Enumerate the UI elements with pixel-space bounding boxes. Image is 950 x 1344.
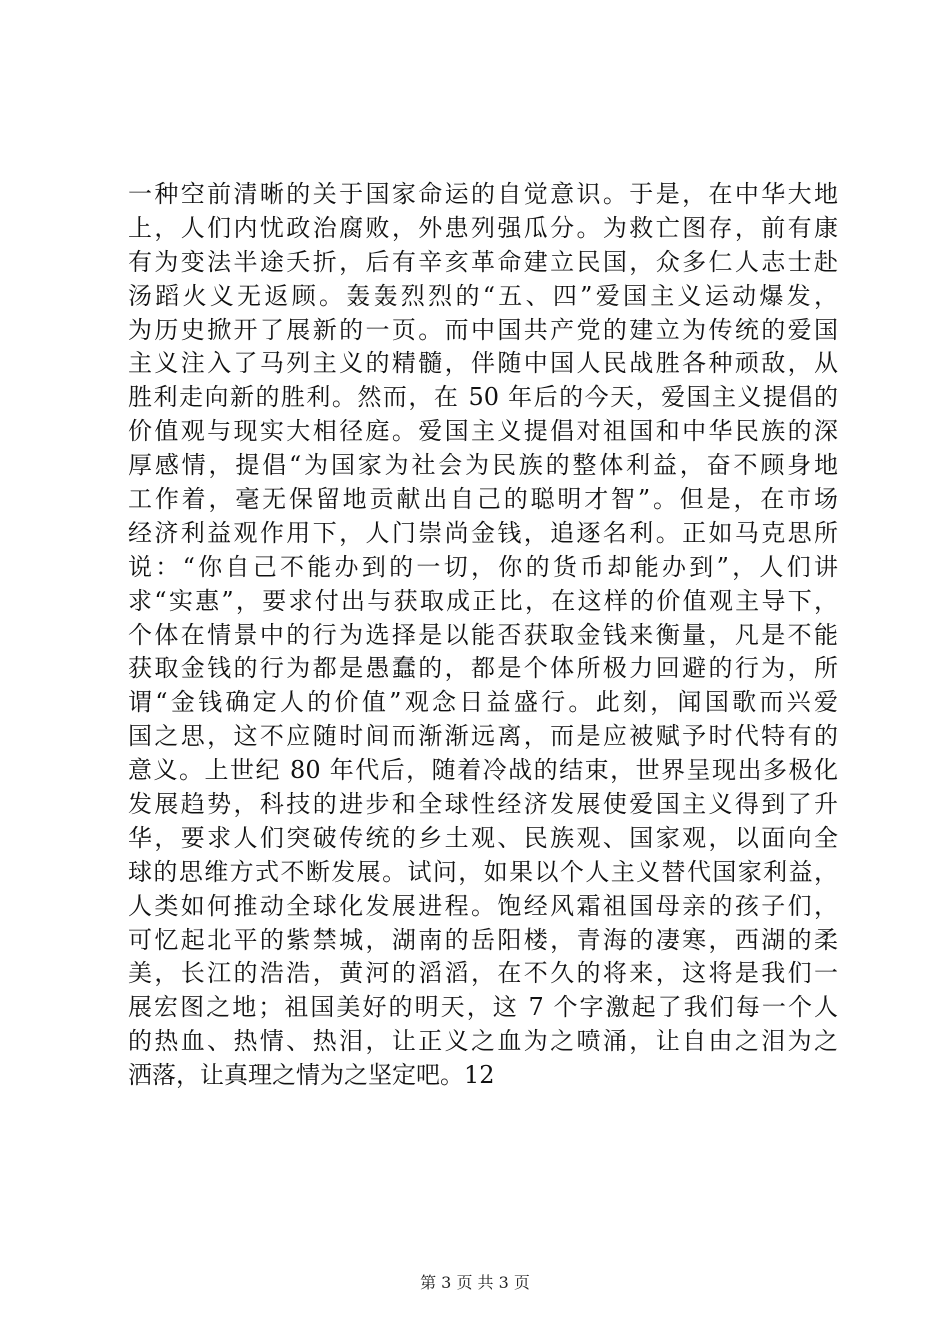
page-number-footer: 第 3 页 共 3 页 <box>420 1273 530 1292</box>
text-line: 价值观与现实大相径庭。爱国主义提倡对祖国和中华民族的深 <box>128 417 838 446</box>
text-line: 华，要求人们突破传统的乡土观、民族观、国家观，以面向全 <box>128 823 838 852</box>
text-line: 可忆起北平的紫禁城，湖南的岳阳楼，青海的凄寒，西湖的柔 <box>128 925 838 954</box>
text-line: 经济利益观作用下，人门崇尚金钱，追逐名利。正如马克思所 <box>128 518 838 547</box>
text-line: 获取金钱的行为都是愚蠢的，都是个体所极力回避的行为，所 <box>128 654 838 683</box>
text-line: 谓“金钱确定人的价值”观念日益盛行。此刻，闻国歌而兴爱 <box>128 688 838 717</box>
text-line: 国之思，这不应随时间而渐渐远离，而是应被赋予时代特有的 <box>128 722 838 751</box>
text-line: 有为变法半途夭折，后有辛亥革命建立民国，众多仁人志士赴 <box>128 247 838 276</box>
text-line: 意义。上世纪 80 年代后，随着冷战的结束，世界呈现出多极化 <box>128 756 838 785</box>
text-line: 求“实惠”，要求付出与获取成正比，在这样的价值观主导下， <box>128 586 838 615</box>
text-line: 美，长江的浩浩，黄河的滔滔，在不久的将来，这将是我们一 <box>128 959 838 988</box>
text-line: 的热血、热情、热泪，让正义之血为之喷涌，让自由之泪为之 <box>128 1027 838 1056</box>
text-line: 上，人们内忧政治腐败，外患列强瓜分。为救亡图存，前有康 <box>128 213 838 242</box>
text-line: 汤蹈火义无返顾。轰轰烈烈的“五、四”爱国主义运动爆发， <box>128 281 838 310</box>
text-line: 为历史掀开了展新的一页。而中国共产党的建立为传统的爱国 <box>128 315 838 344</box>
text-line: 主义注入了马列主义的精髓，伴随中国人民战胜各种顽敌，从 <box>128 349 838 378</box>
text-line: 厚感情，提倡“为国家为社会为民族的整体利益，奋不顾身地 <box>128 451 838 480</box>
text-line: 工作着，毫无保留地贡献出自己的聪明才智”。但是，在市场 <box>128 485 838 514</box>
text-line: 个体在情景中的行为选择是以能否获取金钱来衡量，凡是不能 <box>128 620 838 649</box>
text-line: 展宏图之地；祖国美好的明天，这 7 个字激起了我们每一个人 <box>128 993 838 1022</box>
text-line: 球的思维方式不断发展。试问，如果以个人主义替代国家利益， <box>128 857 838 886</box>
text-line: 说：“你自己不能办到的一切，你的货币却能办到”，人们讲 <box>128 552 838 581</box>
text-line: 一种空前清晰的关于国家命运的自觉意识。于是，在中华大地 <box>128 180 838 208</box>
body-text <box>128 178 838 1093</box>
text-line: 人类如何推动全球化发展进程。饱经风霜祖国母亲的孩子们， <box>128 891 838 920</box>
text-line: 胜利走向新的胜利。然而，在 50 年后的今天，爱国主义提倡的 <box>128 383 838 412</box>
text-line: 洒落，让真理之情为之坚定吧。12 <box>128 1061 495 1090</box>
text-line: 发展趋势，科技的进步和全球性经济发展使爱国主义得到了升 <box>128 790 838 819</box>
